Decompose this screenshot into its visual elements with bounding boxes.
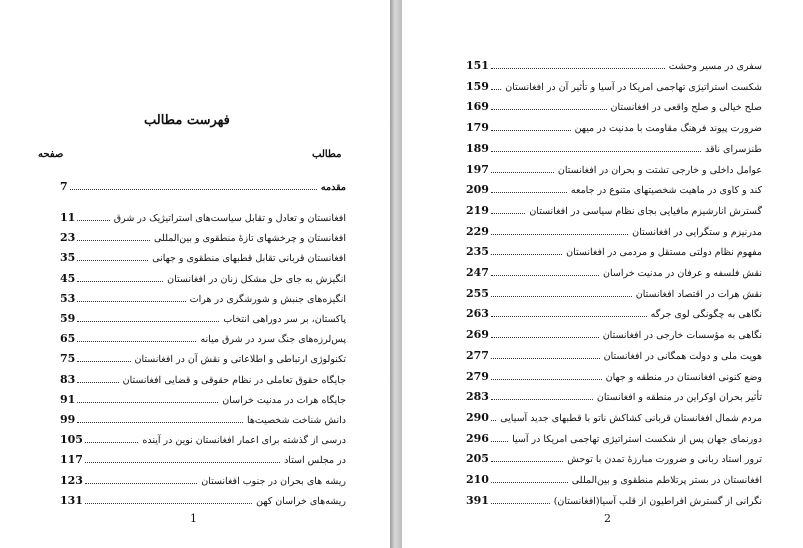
- dot-leader: [491, 358, 600, 359]
- dot-leader: [85, 503, 252, 504]
- toc-entry-page: 279: [466, 369, 489, 383]
- dot-leader: [491, 399, 593, 400]
- toc-entry-page: 247: [466, 266, 489, 279]
- dot-leader: [491, 109, 607, 110]
- toc-entry[interactable]: [466, 468, 762, 486]
- toc-entry-title: هویت ملی و دولت همگانی در افغانستان: [603, 350, 762, 362]
- toc-entry[interactable]: [466, 406, 762, 424]
- dot-leader: [491, 130, 571, 131]
- dot-leader: [491, 172, 554, 173]
- dot-leader: [491, 296, 632, 297]
- toc-entry-page: 23: [60, 231, 76, 245]
- toc-entry-page: 179: [466, 121, 489, 135]
- toc-entry-page: 205: [466, 452, 489, 466]
- dot-leader: [491, 275, 599, 276]
- toc-entry[interactable]: [466, 75, 762, 93]
- dot-leader: [491, 337, 599, 338]
- toc-entry-title: تأثیر بحران اوکراین در منطقه و افغانستان: [596, 392, 762, 404]
- toc-entry[interactable]: [466, 137, 762, 155]
- toc-entry[interactable]: [466, 323, 762, 341]
- toc-entry[interactable]: [60, 448, 346, 466]
- dot-leader: [85, 442, 138, 443]
- toc-entry-title: نقش فلسفه و عرفان در مدنیت خراسان: [603, 268, 762, 279]
- dot-leader: [491, 68, 665, 69]
- toc-entry-title: نقش هرات در اقتصاد افغانستان: [635, 288, 762, 300]
- toc-entry[interactable]: [466, 427, 762, 445]
- dot-leader: [77, 220, 109, 221]
- toc-entry[interactable]: [60, 287, 346, 305]
- toc-entry-title: انگیزش به جای حل مشکل زنان در افغانستان: [167, 273, 346, 285]
- toc-entry[interactable]: [60, 175, 346, 193]
- column-header-contents: مطالب: [312, 149, 342, 160]
- toc-entry-page: 117: [60, 453, 83, 467]
- toc-entry-page: 53: [60, 291, 76, 305]
- toc-entry-page: 255: [466, 286, 489, 300]
- toc-entry-title: مقدمه: [320, 182, 346, 193]
- toc-entry-page: 11: [60, 211, 76, 224]
- dot-leader: [77, 422, 243, 423]
- toc-entry[interactable]: [60, 408, 346, 426]
- dot-leader: [77, 240, 150, 241]
- toc-entry-page: 269: [466, 328, 489, 342]
- dot-leader: [77, 402, 218, 403]
- toc-entry-page: 290: [466, 410, 489, 424]
- toc-entry[interactable]: [60, 246, 346, 264]
- toc-entry-title: ترور استاد ربانی و ضرورت مبارزهٔ تمدن با توحش: [567, 454, 762, 466]
- dot-leader: [491, 379, 602, 380]
- toc-entry-title: سفری در مسیر وحشت: [668, 61, 762, 72]
- toc-entry-page: 235: [466, 245, 489, 259]
- toc-entry-page: 99: [60, 413, 76, 426]
- toc-entry-title: جایگاه حقوق تعاملی در نظام حقوقی و قضایی افغانستان: [122, 374, 346, 386]
- toc-entry[interactable]: [466, 385, 762, 403]
- toc-entry[interactable]: [60, 388, 346, 406]
- toc-entry-page: 189: [466, 141, 489, 155]
- toc-entry-title: دورنمای جهان پس از شکست استراتیژی تهاجمی امریکا در آسیا: [512, 433, 762, 445]
- toc-entry[interactable]: [466, 282, 762, 300]
- toc-entry[interactable]: [466, 116, 762, 134]
- dot-leader: [491, 213, 525, 214]
- dot-leader: [491, 89, 501, 90]
- toc-entry-title: افغانستان قربانی تقابل قطبهای منطقوی و جهانی: [152, 253, 346, 265]
- toc-entry-page: 277: [466, 348, 489, 362]
- toc-entry[interactable]: [60, 428, 346, 446]
- toc-entry[interactable]: [60, 469, 346, 487]
- toc-entry-title: ریشه‌های خراسان کهن: [256, 495, 346, 507]
- toc-entry-page: 219: [466, 203, 489, 217]
- toc-entry-page: 391: [466, 493, 489, 507]
- toc-entry[interactable]: [466, 302, 762, 320]
- toc-entry-title: افغانستان و تعادل و تقابل سیاست‌های استراتیژیک در شرق: [113, 213, 346, 224]
- toc-entry-title: صلح خیالی و صلح واقعی در افغانستان: [610, 102, 762, 114]
- toc-entry-page: 296: [466, 431, 489, 445]
- toc-entry-title: نگاهی به چگونگی لوی جرگه: [650, 309, 762, 321]
- dot-leader: [77, 281, 163, 282]
- toc-entry[interactable]: [466, 489, 762, 507]
- toc-entry[interactable]: [466, 158, 762, 176]
- toc-entry[interactable]: [60, 267, 346, 285]
- dot-leader: [85, 483, 197, 484]
- toc-entry-page: 209: [466, 183, 489, 197]
- toc-entry-title: تکنولوژی ارتباطی و اطلاعاتی و نقش آن در افغانستان: [134, 354, 346, 366]
- toc-entry-title: ضرورت پیوند فرهنگ مقاومت با مدنیت در میهن: [574, 123, 762, 135]
- page-number: 2: [604, 512, 611, 525]
- toc-entry[interactable]: [466, 220, 762, 238]
- dot-leader: [491, 461, 563, 462]
- toc-entry[interactable]: [466, 447, 762, 465]
- toc-entry-page: 83: [60, 372, 76, 386]
- toc-entry[interactable]: [60, 226, 346, 244]
- toc-entry-title: جایگاه هرات در مدنیت خراسان: [222, 394, 346, 406]
- dot-leader: [77, 341, 196, 342]
- dot-leader: [77, 321, 219, 322]
- toc-entry-title: افغانستان در بستر پرتلاطم منطقوی و بین‌المللی: [571, 475, 762, 486]
- toc-entry-title: طنزسرای ناقد: [704, 143, 762, 155]
- toc-entry-title: وضع کنونی افغانستان در منطقه و جهان: [605, 371, 762, 383]
- dot-leader: [491, 234, 628, 235]
- toc-entry-page: 159: [466, 79, 489, 93]
- toc-entry-title: انگیزه‌های جنبش و شورشگری در هرات: [189, 293, 346, 305]
- toc-entry-page: 45: [60, 271, 76, 285]
- toc-entry[interactable]: [466, 54, 762, 72]
- dot-leader: [77, 301, 185, 302]
- dot-leader: [491, 151, 701, 152]
- toc-entry-title: مردم شمال افغانستان قربانی کشاکش ناتو با قطبهای جدید آسیایی: [500, 412, 762, 424]
- toc-entry[interactable]: [466, 365, 762, 383]
- toc-entry-page: 169: [466, 100, 489, 114]
- toc-entry-page: 283: [466, 390, 489, 404]
- toc-entry-page: 131: [60, 493, 83, 507]
- toc-entry-title: درسی از گذشته برای اعمار افغانستان نوین در آینده: [142, 435, 346, 447]
- toc-entry-page: 7: [60, 180, 68, 193]
- toc-entry-title: عوامل داخلی و خارجی تشتت و بحران در افغانستان: [557, 164, 762, 176]
- dot-leader: [491, 441, 508, 442]
- toc-entry-title: نگاهی به مؤسسات خارجی در افغانستان: [602, 330, 762, 342]
- toc-entry-page: 105: [60, 433, 83, 447]
- toc-entry[interactable]: [60, 206, 346, 224]
- toc-entry-page: 91: [60, 392, 76, 406]
- dot-leader: [491, 420, 496, 421]
- toc-entry[interactable]: [466, 95, 762, 113]
- toc-entry[interactable]: [60, 307, 346, 325]
- toc-entry[interactable]: [466, 199, 762, 217]
- toc-title: فهرست مطالب: [144, 113, 230, 128]
- toc-entry[interactable]: [60, 327, 346, 345]
- toc-entry-page: 151: [466, 59, 489, 72]
- toc-entry[interactable]: [60, 489, 346, 507]
- right-page: [402, 0, 803, 548]
- dot-leader: [77, 260, 148, 261]
- dot-leader: [491, 254, 562, 255]
- toc-entry-page: 210: [466, 473, 489, 486]
- toc-entry-title: مدرنیزم و ستگرایی در افغانستان: [632, 226, 762, 238]
- dot-leader: [491, 482, 568, 483]
- dot-leader: [70, 189, 317, 190]
- dot-leader: [85, 462, 280, 463]
- dot-leader: [77, 361, 130, 362]
- toc-entry-page: 123: [60, 473, 83, 487]
- toc-entry[interactable]: [60, 347, 346, 365]
- toc-entry-title: نگرانی از گسترش افراطیون از قلب آسیا(افغانستان): [553, 495, 762, 507]
- page-number: 1: [190, 512, 197, 525]
- book-gutter: [390, 0, 402, 548]
- toc-entry-page: 65: [60, 332, 76, 346]
- toc-entry-page: 197: [466, 162, 489, 176]
- toc-entry-page: 75: [60, 352, 76, 366]
- toc-entry-page: 263: [466, 307, 489, 321]
- dot-leader: [491, 316, 647, 317]
- toc-entry[interactable]: [466, 178, 762, 196]
- left-page: [0, 0, 390, 548]
- toc-entry-page: 229: [466, 224, 489, 238]
- toc-entry-title: شکست استراتیژی تهاجمی امریکا در آسیا و تأثیر آن در افغانستان: [505, 81, 762, 93]
- dot-leader: [491, 192, 567, 193]
- toc-entry[interactable]: [60, 368, 346, 386]
- toc-entry-page: 59: [60, 312, 76, 325]
- dot-leader: [77, 382, 118, 383]
- toc-entry[interactable]: [466, 344, 762, 362]
- toc-entry-title: دانش شناخت شخصیت‌ها: [246, 415, 346, 426]
- dot-leader: [491, 503, 550, 504]
- toc-entry[interactable]: [466, 240, 762, 258]
- toc-entry-page: 35: [60, 251, 76, 265]
- toc-entry-title: پس‌لرزه‌های جنگ سرد در شرق میانه: [200, 334, 346, 346]
- toc-entry-title: پاکستان، بر سر دوراهی انتخاب: [223, 314, 346, 325]
- toc-entry-title: کند و کاوی در ماهیت شخصیتهای متنوع در جامعه: [570, 185, 762, 197]
- toc-entry-title: در مجلس استاد: [284, 455, 346, 467]
- toc-entry[interactable]: [466, 261, 762, 279]
- toc-entry-title: ریشه های بحران در جنوب افغانستان: [201, 475, 346, 487]
- toc-entry-title: افغانستان و چرخشهای تازهٔ منطقوی و بین‌المللی: [154, 233, 346, 245]
- toc-entry-title: مفهوم نظام دولتی مستقل و مردمی در افغانستان: [566, 247, 762, 259]
- toc-entry-title: گسترش انارشیزم مافیایی بجای نظام سیاسی در افغانستان: [529, 205, 762, 217]
- column-header-page: صفحه: [38, 149, 64, 160]
